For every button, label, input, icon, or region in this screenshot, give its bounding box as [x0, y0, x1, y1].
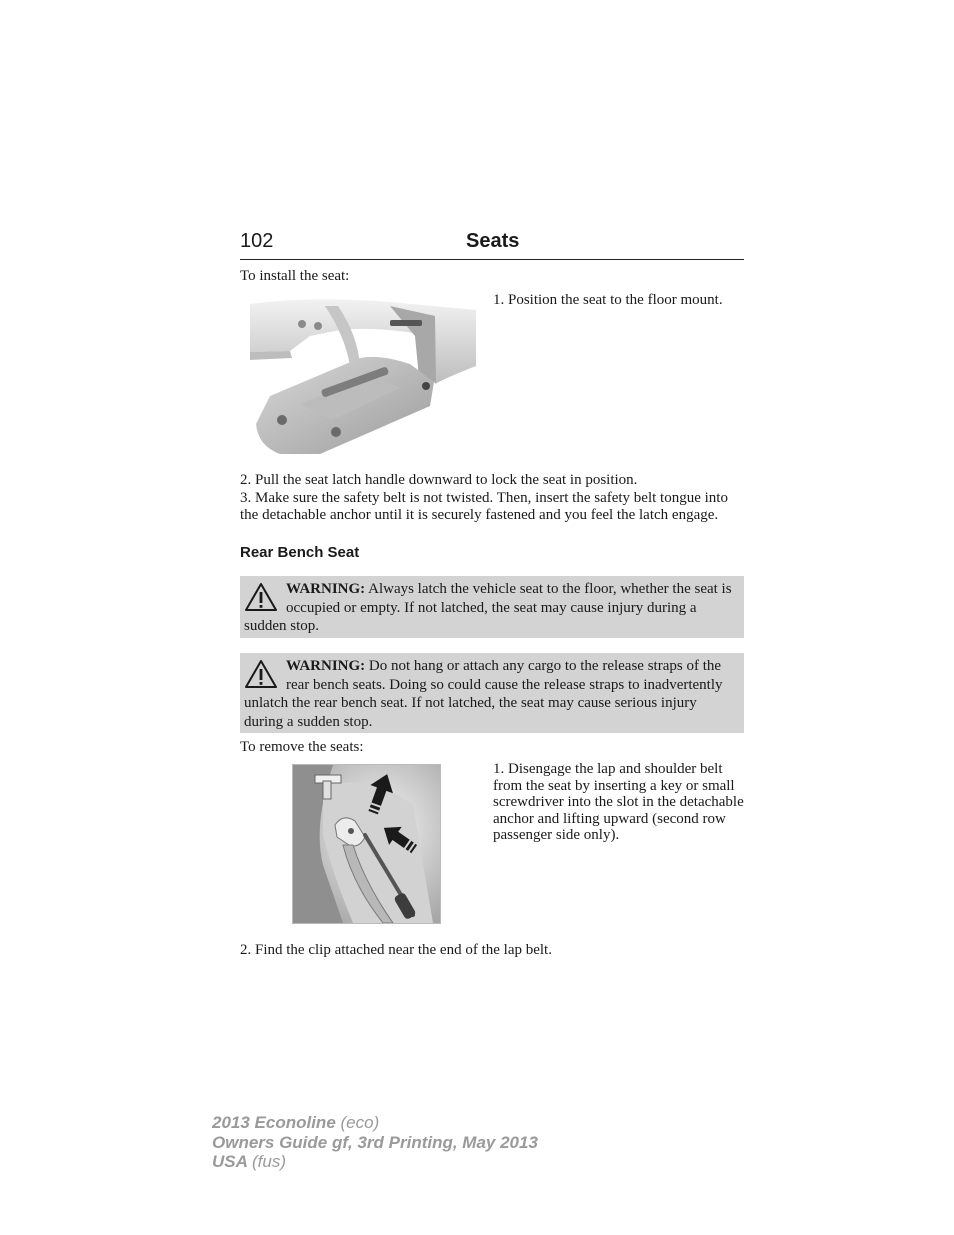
warning-text: Do not hang or attach any cargo to the release straps of the rear bench seats. Doing so could cause the release straps to inadvertently unlatch the rear bench seat. If not latched, the seat may cause serious injury during a sudden stop.	[244, 658, 723, 730]
warning-triangle-icon	[244, 582, 278, 612]
warning-triangle-icon	[244, 659, 278, 689]
header-divider	[240, 259, 744, 260]
footer-line-1	[212, 1113, 538, 1133]
footer-market-code: (fus)	[252, 1152, 286, 1171]
install-step-1: 1. Position the seat to the floor mount.	[493, 292, 723, 308]
remove-step-2: 2. Find the clip attached near the end of the lap belt.	[240, 942, 552, 958]
page-title: Seats	[466, 230, 520, 252]
warning-box-latch-seat	[240, 576, 744, 638]
warning-label: WARNING:	[286, 581, 366, 597]
warning-text: Always latch the vehicle seat to the floor, whether the seat is occupied or empty. If not latched, the seat may cause injury during a sudden stop.	[244, 581, 732, 634]
section-heading-rear-bench-seat: Rear Bench Seat	[240, 544, 360, 561]
detachable-anchor-illustration	[292, 764, 441, 924]
page-number: 102	[240, 230, 274, 252]
seat-floor-mount-illustration	[250, 296, 480, 456]
footer-market: USA	[212, 1152, 248, 1171]
footer-model: 2013 Econoline	[212, 1113, 336, 1132]
footer-model-code: (eco)	[340, 1113, 380, 1132]
install-intro: To install the seat:	[240, 268, 350, 284]
warning-label: WARNING:	[286, 658, 366, 674]
remove-step-1: 1. Disengage the lap and shoulder belt from the seat by inserting a key or small screwdriver into the slot in the detachable anchor and lifting upward (second row passenger side only).	[493, 761, 744, 844]
install-step-3: 3. Make sure the safety belt is not twisted. Then, insert the safety belt tongue into the detachable anchor until it is securely fastened and you feel the latch engage.	[240, 490, 728, 523]
install-step-2: 2. Pull the seat latch handle downward to lock the seat in position.	[240, 472, 638, 488]
footer-line-2: Owners Guide gf, 3rd Printing, May 2013	[212, 1132, 538, 1152]
footer-publication-info	[212, 1113, 538, 1172]
remove-intro: To remove the seats:	[240, 739, 364, 755]
warning-box-release-straps	[240, 653, 744, 733]
footer-line-3	[212, 1152, 538, 1172]
